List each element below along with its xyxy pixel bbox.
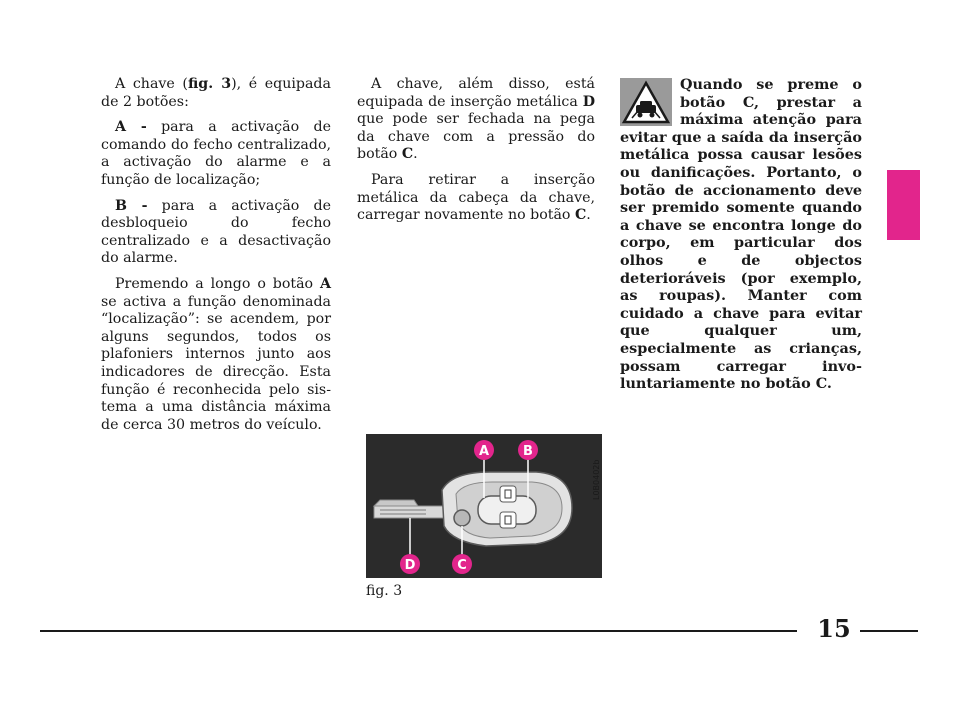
text-column-1 xyxy=(101,76,331,442)
paragraph xyxy=(101,119,331,189)
text: para a activação de desbloqueio do fecho centralizado e a desactivação do alarme. xyxy=(101,197,331,267)
paragraph xyxy=(101,198,331,268)
warning-triangle-icon xyxy=(620,78,672,126)
text: . xyxy=(586,207,591,224)
text: Premendo a longo o botão xyxy=(115,275,320,292)
paragraph xyxy=(357,76,595,164)
paragraph xyxy=(357,172,595,225)
figure-code: L0B0402b xyxy=(592,459,601,500)
item-letter: D xyxy=(582,93,595,110)
text: ), é equipada de 2 botões: xyxy=(101,76,331,110)
text: se activa a função denominada “localização”: se acendem, por alguns segundos, todos os plafoniers internos junto aos indicadores de direcção. Esta função é reconhecida pelo sistema a uma distância máxima de cerca 30 metros do veículo. xyxy=(101,293,331,433)
footer-rule-right xyxy=(860,630,918,632)
text: que pode ser fechada na pega da chave com a pressão do botão xyxy=(357,111,595,163)
warning-text: Quando se preme o botão C, prestar a máxima atenção para evitar que a saída da inserção metálica possa causar lesões ou danificações. Portanto, o botão de accionamento deve ser premido somente quando a chave se encontra longe do corpo, em particular dos olhos e de objectos deterioráveis (por exemplo, as roupas). Manter com cuidado a chave para evitar que qualquer um, especialmente as crianças, possam carregar involuntariamente no botão C. xyxy=(620,76,862,393)
key-illustration xyxy=(366,434,602,578)
item-letter: C xyxy=(574,207,587,224)
figure-caption: fig. 3 xyxy=(366,583,403,599)
item-letter: A xyxy=(319,275,331,292)
text: . xyxy=(413,146,418,163)
figure-reference: fig. 3 xyxy=(187,76,232,92)
text-column-2 xyxy=(357,76,595,233)
paragraph xyxy=(101,276,331,434)
text: para a activação de comando do fecho centralizado, a activação do alarme e a função de localização; xyxy=(101,119,331,188)
label-d: D xyxy=(404,558,416,573)
warning-column xyxy=(620,76,862,393)
item-letter: B - xyxy=(115,197,148,214)
label-a: A xyxy=(478,444,490,459)
text: A chave ( xyxy=(115,76,188,92)
paragraph xyxy=(101,76,331,111)
item-letter: C xyxy=(401,146,414,163)
key-drawing xyxy=(366,434,602,578)
label-b: B xyxy=(523,444,533,459)
section-color-tab xyxy=(887,170,920,240)
footer-rule-left xyxy=(40,630,797,632)
label-c: C xyxy=(457,558,467,573)
text: A chave, além disso, está equipada de inserção metálica xyxy=(357,76,595,110)
text: Para retirar a inserção metálica da cabeça da chave, carregar novamente no botão xyxy=(357,171,595,224)
item-letter: A - xyxy=(115,119,147,136)
page-number: 15 xyxy=(817,614,851,643)
